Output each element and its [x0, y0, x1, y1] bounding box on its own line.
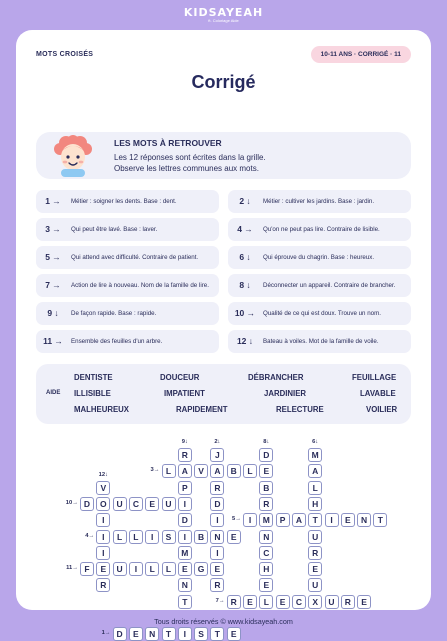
grid-cell: R	[259, 497, 273, 511]
level-badge: 10-11 ANS · CORRIGÉ · 11	[311, 46, 411, 63]
word-bank-item: RELECTURE	[276, 405, 324, 414]
grid-cell: E	[210, 562, 224, 576]
brand-subtitle: ft. Coloriage Aide	[208, 18, 239, 23]
clue-text: Qui attend avec difficulté. Contraire de patient.	[71, 253, 199, 261]
word-bank-item: VOILIER	[366, 405, 398, 414]
grid-cell: T	[178, 595, 192, 609]
clue-number: 3 →	[45, 224, 61, 234]
grid-cell: N	[259, 530, 273, 544]
clue-number: 1 →	[45, 196, 61, 206]
grid-cell: I	[96, 546, 110, 560]
grid-cell: R	[96, 578, 110, 592]
grid-cell: I	[145, 530, 159, 544]
clue-number: 4 →	[237, 224, 253, 234]
grid-cell: P	[178, 481, 192, 495]
grid-cell: C	[129, 497, 143, 511]
grid-clue-number: 2↓	[214, 439, 221, 445]
word-bank-item: LAVABLE	[360, 389, 396, 398]
word-bank-item: MALHEUREUX	[74, 405, 130, 414]
grid-cell: M	[308, 448, 322, 462]
clue-text: Qualité de ce qui est doux. Trouve un nom.	[263, 309, 381, 317]
grid-clue-number: 7→	[215, 597, 225, 604]
grid-cell: N	[357, 513, 371, 527]
clue-text: Ensemble des feuilles d'un arbre.	[71, 337, 163, 345]
word-bank-item: DÉBRANCHER	[248, 373, 304, 382]
grid-cell: E	[227, 627, 241, 641]
grid-cell: U	[113, 562, 127, 576]
grid-cell: R	[308, 546, 322, 560]
clue-text: Métier : soigner les dents. Base : dent.	[71, 197, 177, 205]
clue-number: 8 ↓	[239, 280, 251, 290]
grid-cell: A	[292, 513, 306, 527]
grid-cell: L	[162, 562, 176, 576]
grid-cell: C	[259, 546, 273, 560]
grid-cell: D	[259, 448, 273, 462]
grid-cell: E	[357, 595, 371, 609]
word-bank-item: RAPIDEMENT	[176, 405, 228, 414]
grid-cell: N	[145, 627, 159, 641]
word-bank-item: FEUILLAGE	[352, 373, 397, 382]
grid-cell: L	[145, 562, 159, 576]
grid-cell: D	[178, 513, 192, 527]
grid-cell: E	[276, 595, 290, 609]
grid-cell: T	[162, 627, 176, 641]
grid-cell: R	[341, 595, 355, 609]
clue-text: Action de lire à nouveau. Nom de la famille de lire.	[71, 281, 209, 289]
grid-cell: I	[243, 513, 257, 527]
grid-clue-number: 8↓	[263, 439, 270, 445]
grid-cell: B	[259, 481, 273, 495]
clue-number: 6 ↓	[239, 252, 251, 262]
clue-text: Qui éprouve du chagrin. Base : heureux.	[263, 253, 375, 261]
clue-number: 11 →	[43, 336, 63, 346]
clue-number: 9 ↓	[47, 308, 59, 318]
grid-cell: E	[96, 562, 110, 576]
clue-number: 7 →	[45, 280, 61, 290]
grid-cell: U	[308, 530, 322, 544]
clue-text: De façon rapide. Base : rapide.	[71, 309, 157, 317]
clue-number: 5 →	[45, 252, 61, 262]
grid-clue-number: 3→	[150, 467, 160, 474]
grid-clue-number: 12↓	[98, 471, 108, 478]
grid-cell: J	[210, 448, 224, 462]
grid-cell: D	[80, 497, 94, 511]
grid-clue-number: 1→	[101, 630, 111, 637]
grid-cell: X	[308, 595, 322, 609]
grid-cell: B	[227, 464, 241, 478]
grid-cell: L	[129, 530, 143, 544]
worksheet-category: MOTS CROISÉS	[36, 51, 94, 58]
grid-cell: N	[178, 578, 192, 592]
word-bank-item: JARDINIER	[264, 389, 307, 398]
clue-text: Bateau à voiles. Mot de la famille de voile.	[263, 337, 379, 345]
grid-cell: U	[113, 497, 127, 511]
grid-cell: L	[243, 464, 257, 478]
grid-cell: E	[227, 530, 241, 544]
grid-cell: R	[227, 595, 241, 609]
grid-clue-number: 10→	[65, 499, 78, 506]
grid-cell: H	[308, 497, 322, 511]
grid-cell: L	[113, 530, 127, 544]
grid-cell: D	[210, 497, 224, 511]
grid-clue-number: 5→	[231, 516, 241, 523]
grid-cell: H	[259, 562, 273, 576]
grid-cell: F	[80, 562, 94, 576]
word-bank-item: DENTISTE	[74, 373, 113, 382]
grid-cell: R	[178, 448, 192, 462]
page-title: Corrigé	[191, 72, 256, 92]
grid-cell: U	[162, 497, 176, 511]
clue-number: 2 ↓	[239, 196, 251, 206]
grid-cell: I	[178, 627, 192, 641]
grid-cell: E	[259, 464, 273, 478]
grid-clue-number: 9↓	[181, 439, 188, 445]
grid-cell: I	[129, 562, 143, 576]
clue-number: 10 →	[234, 308, 256, 318]
grid-cell: I	[210, 513, 224, 527]
grid-cell: U	[325, 595, 339, 609]
grid-cell: G	[194, 562, 208, 576]
grid-cell: E	[259, 578, 273, 592]
grid-cell: A	[178, 464, 192, 478]
grid-cell: T	[308, 513, 322, 527]
grid-clue-number: 4→	[85, 532, 95, 539]
grid-cell: I	[210, 546, 224, 560]
grid-cell: M	[178, 546, 192, 560]
word-bank-item: ILLISIBLE	[74, 389, 111, 398]
grid-cell: I	[178, 497, 192, 511]
grid-cell: R	[210, 578, 224, 592]
brand-logo	[0, 7, 447, 23]
grid-cell: V	[194, 464, 208, 478]
grid-cell: B	[194, 530, 208, 544]
intro-line-2: Observe les lettres communes aux mots.	[114, 164, 259, 173]
grid-cell: L	[259, 595, 273, 609]
grid-cell: E	[145, 497, 159, 511]
grid-cell: T	[210, 627, 224, 641]
clue-text: Déconnecter un appareil. Contraire de brancher.	[263, 281, 396, 289]
brand-name: KIDSAYEAH	[183, 6, 264, 19]
word-bank-item: DOUCEUR	[160, 373, 200, 382]
grid-clue-number: 11→	[66, 565, 78, 572]
grid-cell: T	[373, 513, 387, 527]
grid-cell: L	[162, 464, 176, 478]
grid-cell: O	[96, 497, 110, 511]
grid-cell: E	[129, 627, 143, 641]
grid-cell: I	[178, 530, 192, 544]
grid-cell: U	[308, 578, 322, 592]
grid-cell: A	[308, 464, 322, 478]
intro-heading: LES MOTS À RETROUVER	[114, 138, 222, 148]
clue-number: 12 ↓	[236, 336, 254, 346]
grid-cell: E	[308, 562, 322, 576]
grid-cell: I	[325, 513, 339, 527]
footer-copyright: Tous droits réservés © www.kidsayeah.com	[154, 617, 293, 626]
grid-cell: S	[162, 530, 176, 544]
grid-cell: S	[194, 627, 208, 641]
grid-cell: I	[96, 513, 110, 527]
grid-cell: E	[178, 562, 192, 576]
word-bank-label: AIDE	[46, 390, 61, 396]
grid-cell: D	[113, 627, 127, 641]
grid-cell: M	[259, 513, 273, 527]
clue-text: Métier : cultiver les jardins. Base : jardin.	[263, 197, 375, 205]
grid-cell: P	[276, 513, 290, 527]
grid-cell: N	[210, 530, 224, 544]
word-bank-item: IMPATIENT	[164, 389, 205, 398]
intro-line-1: Les 12 réponses sont écrites dans la grille.	[114, 153, 266, 162]
grid-cell: I	[96, 530, 110, 544]
grid-cell: E	[341, 513, 355, 527]
grid-clue-number: 6↓	[312, 439, 319, 445]
grid-cell: A	[210, 464, 224, 478]
grid-cell: E	[243, 595, 257, 609]
grid-cell: R	[210, 481, 224, 495]
grid-cell: L	[308, 481, 322, 495]
clue-text: Qu'on ne peut pas lire. Contraire de lisible.	[263, 225, 380, 233]
grid-cell: V	[96, 481, 110, 495]
clue-text: Qui peut être lavé. Base : laver.	[71, 225, 158, 233]
grid-cell: C	[292, 595, 306, 609]
